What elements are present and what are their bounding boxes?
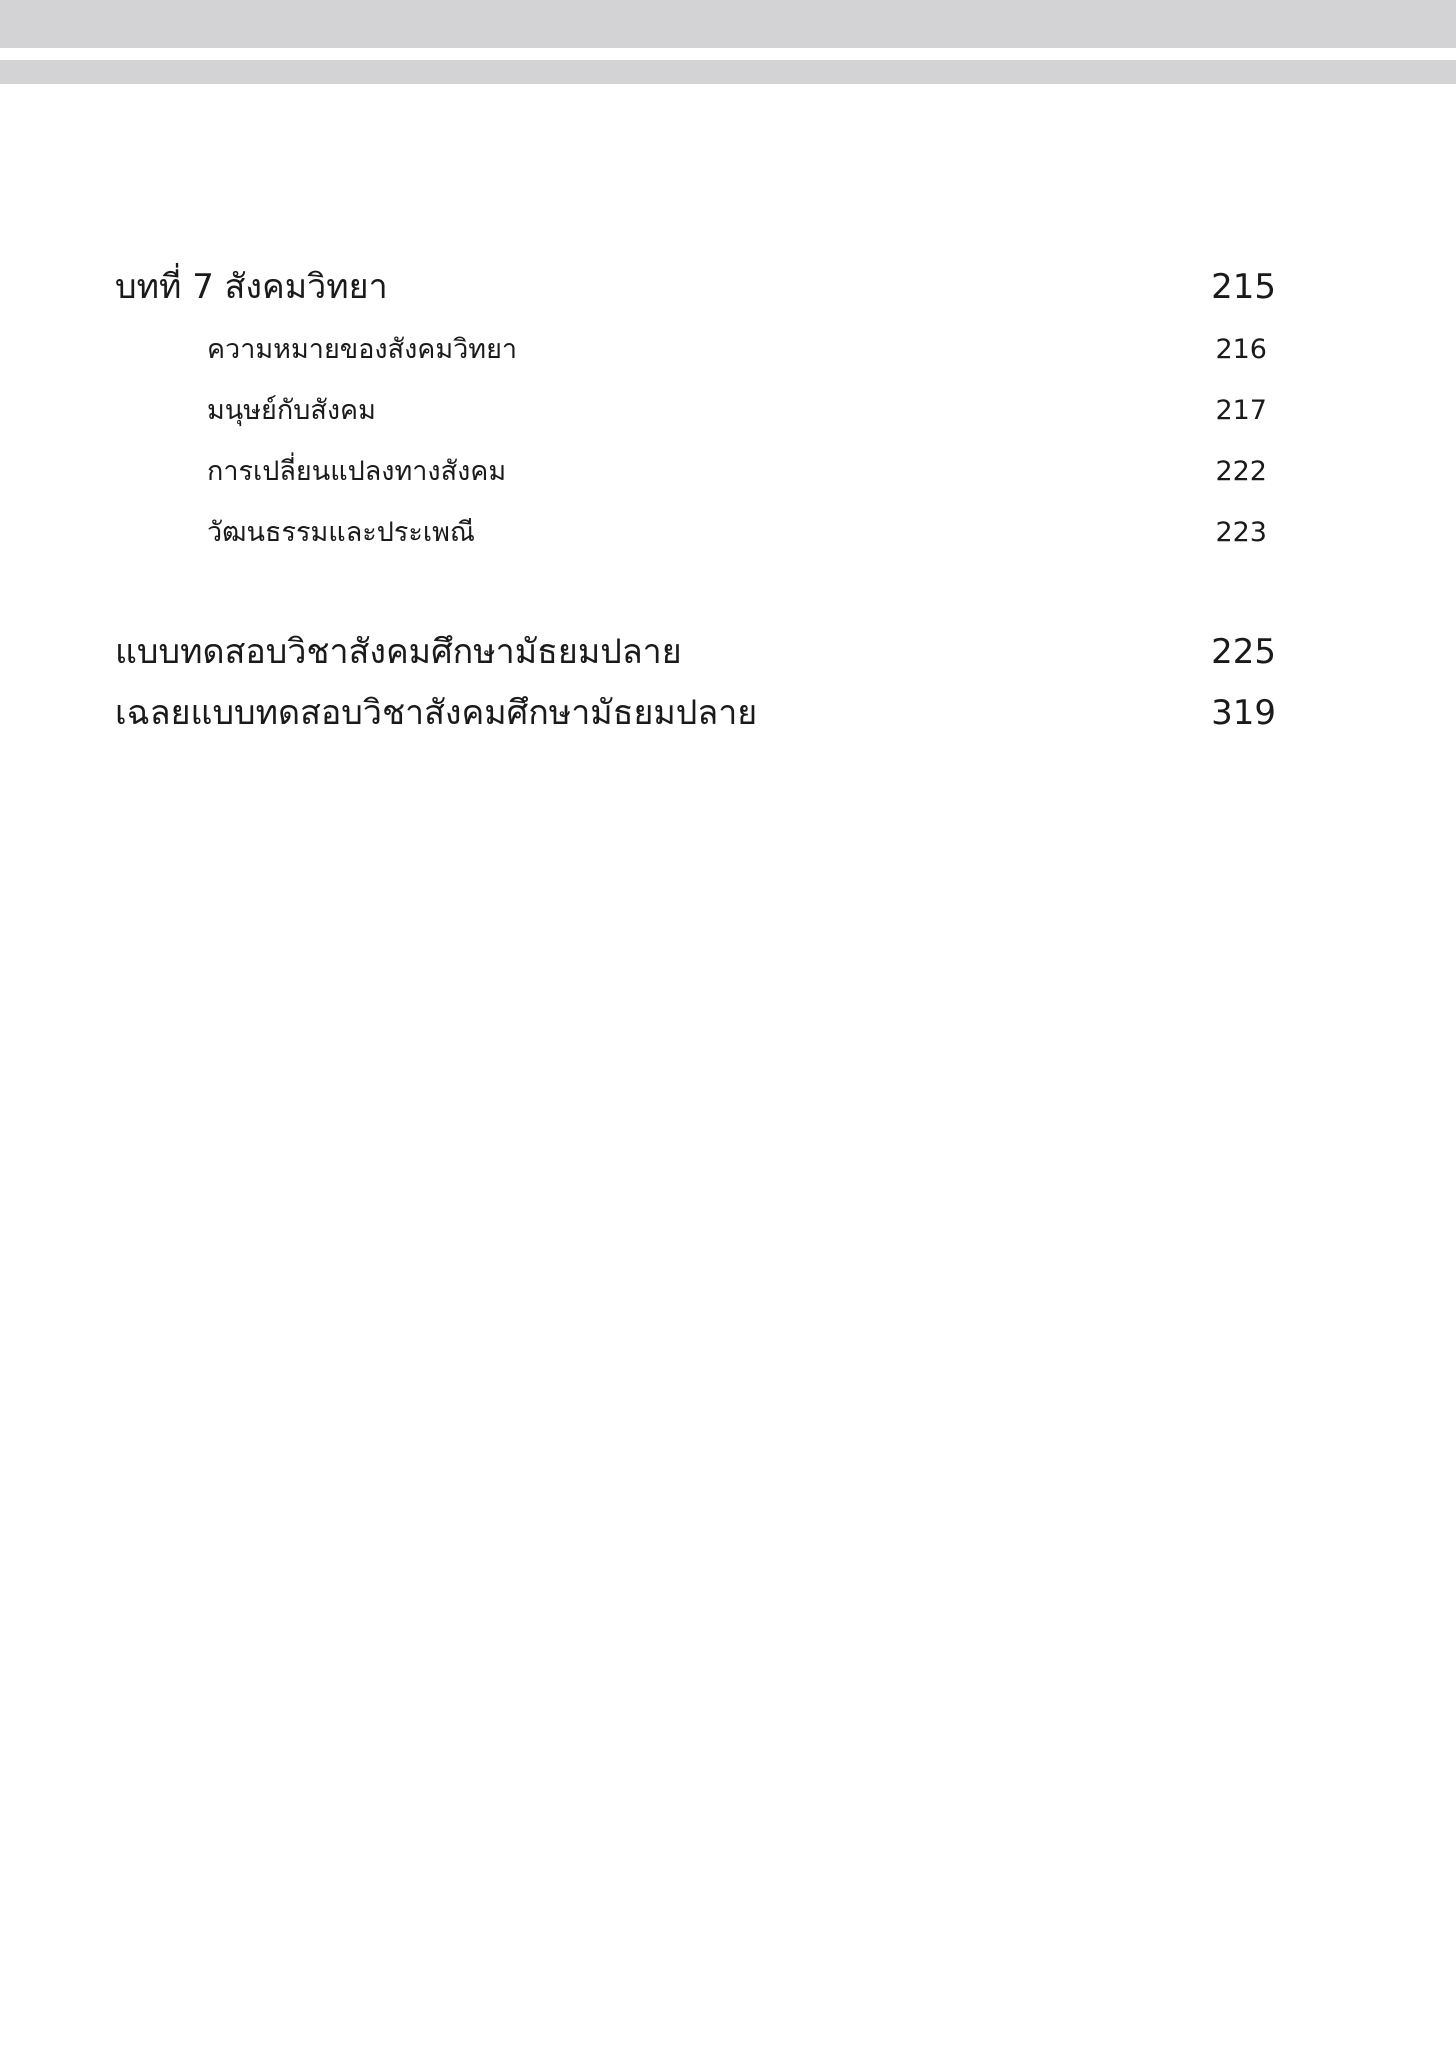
toc-section[interactable] (0, 325, 1456, 375)
chapter-title: บทที่ 7 สังคมวิทยา (115, 267, 388, 307)
section-title: การเปลี่ยนแปลงทางสังคม (207, 456, 507, 487)
toc-section[interactable] (0, 447, 1456, 497)
appendix-page-number: 225 (1211, 632, 1276, 672)
section-title: มนุษย์กับสังคม (207, 395, 376, 426)
toc-section[interactable] (0, 386, 1456, 436)
toc-chapter-7[interactable] (0, 262, 1456, 312)
section-title: ความหมายของสังคมวิทยา (207, 334, 518, 365)
header-band (0, 0, 1456, 48)
header-stripe (0, 60, 1456, 84)
section-page-number: 223 (1215, 517, 1267, 548)
toc-appendix-test[interactable] (0, 627, 1456, 677)
toc-appendix-answers[interactable] (0, 688, 1456, 738)
appendix-page-number: 319 (1211, 693, 1276, 733)
toc-section[interactable] (0, 508, 1456, 558)
appendix-title: เฉลยแบบทดสอบวิชาสังคมศึกษามัธยมปลาย (115, 693, 758, 733)
chapter-page-number: 215 (1211, 267, 1276, 307)
appendix-title: แบบทดสอบวิชาสังคมศึกษามัธยมปลาย (115, 632, 682, 672)
section-page-number: 216 (1215, 334, 1267, 365)
section-page-number: 217 (1215, 395, 1267, 426)
section-title: วัฒนธรรมและประเพณี (207, 517, 475, 548)
section-page-number: 222 (1215, 456, 1267, 487)
